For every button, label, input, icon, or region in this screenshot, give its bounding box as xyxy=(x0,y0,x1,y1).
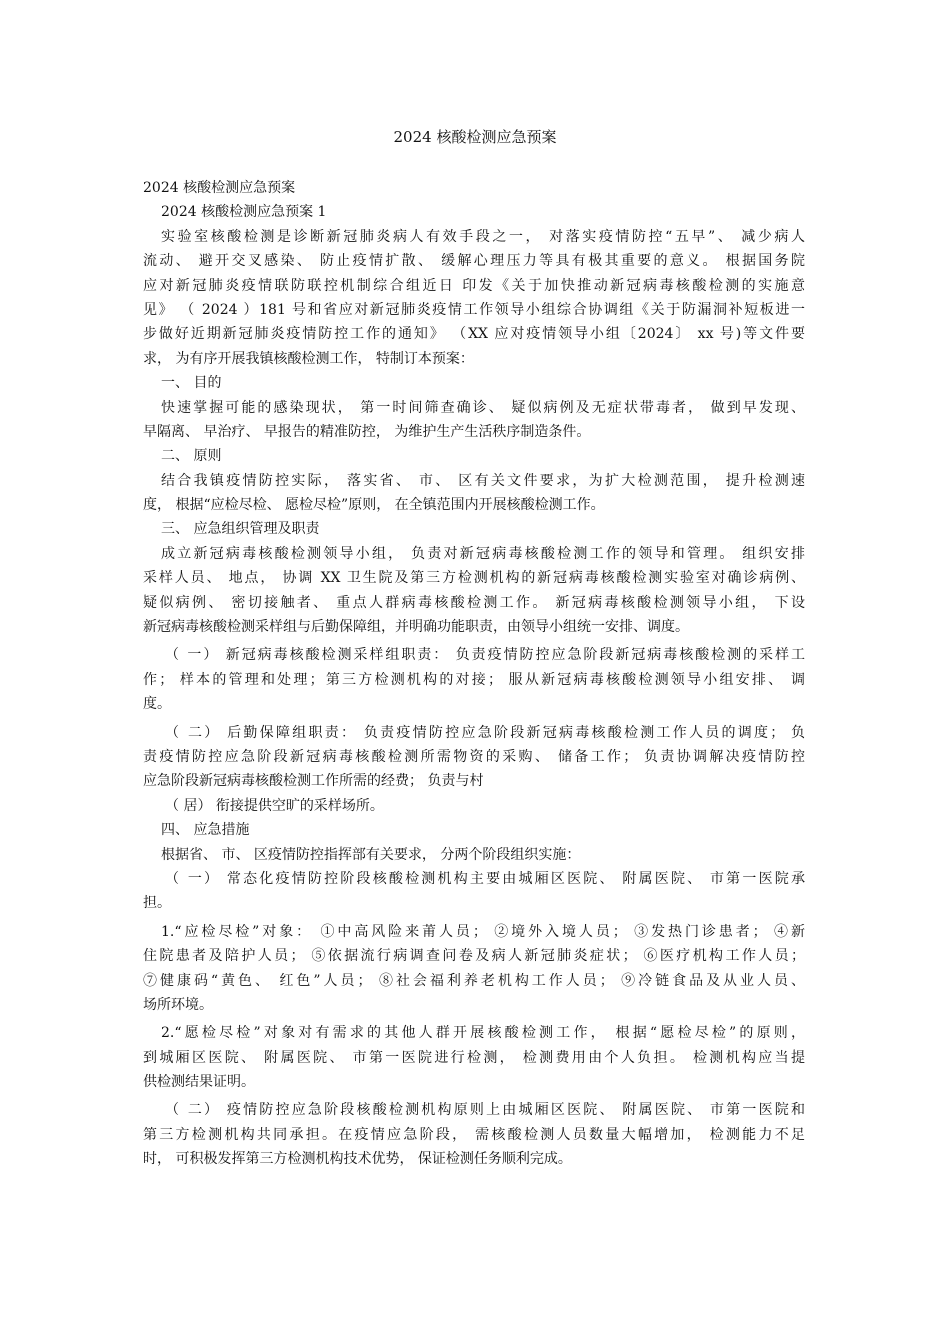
text-line: 1.“应检尽检”对象： ①中高风险来莆人员； ②境外入境人员； ③发热门诊患者； ④新 xyxy=(161,923,805,940)
text-line: 第三方检测机构共同承担。在疫情应急阶段， 需核酸检测人员数量大幅增加， 检测能力不足 xyxy=(143,1126,805,1143)
text-line: 作； 样本的管理和处理；第三方检测机构的对接； 服从新冠病毒核酸检测领导小组安排、 调 xyxy=(143,671,805,688)
text-line: 根据省、 市、 区疫情防控指挥部有关要求， 分两个阶段组织实施： xyxy=(161,846,581,863)
text-line: 应急阶段新冠病毒核酸检测工作所需的经费； 负责与村 xyxy=(143,773,484,790)
subheading-line: 2024 核酸检测应急预案 1 xyxy=(161,204,327,221)
text-line: （ 二） 后勤保障组职责： 负责疫情防控应急阶段新冠病毒核酸检测工作人员的调度； 负 xyxy=(165,724,805,741)
heading-line: 2024 核酸检测应急预案 xyxy=(143,180,296,196)
text-line: 住院患者及陪护人员； ⑤依据流行病调查问卷及病人新冠肺炎症状； ⑥医疗机构工作人员； xyxy=(143,948,805,965)
text-line: 度， 根据“应检尽检、 愿检尽检”原则， 在全镇范围内开展核酸检测工作。 xyxy=(143,497,605,514)
text-line: 供检测结果证明。 xyxy=(143,1074,255,1091)
text-line: 结合我镇疫情防控实际， 落实省、 市、 区有关文件要求，为扩大检测范围， 提升检测速 xyxy=(161,472,805,489)
text-line: 早隔离、 早治疗、 早报告的精准防控， 为维护生产生活秩序制造条件。 xyxy=(143,423,591,440)
section-heading: 三、 应急组织管理及职责 xyxy=(161,521,320,538)
section-heading: 一、 目的 xyxy=(161,375,222,392)
text-line: 求， 为有序开展我镇核酸检测工作， 特制订本预案： xyxy=(143,350,474,367)
text-line: 场所环境。 xyxy=(143,996,213,1013)
text-line: 疑似病例、 密切接触者、 重点人群病毒核酸检测工作。 新冠病毒核酸检测领导小组， 下设 xyxy=(143,594,805,611)
text-line: （ 一） 常态化疫情防控阶段核酸检测机构主要由城厢区医院、 附属医院、 市第一医院承 xyxy=(165,870,805,887)
text-line: （ 二） 疫情防控应急阶段核酸检测机构原则上由城厢区医院、 附属医院、 市第一医院和 xyxy=(165,1102,805,1119)
text-line: 2.“愿检尽检”对象对有需求的其他人群开展核酸检测工作， 根据“愿检尽检”的原则， xyxy=(161,1025,805,1042)
text-line: 步做好近期新冠肺炎疫情防控工作的通知》 （XX 应对疫情领导小组〔2024〕 xx 号)等文件要 xyxy=(143,326,805,343)
section-heading: 二、 原则 xyxy=(161,448,222,465)
text-line: （ 一） 新冠病毒核酸检测采样组职责： 负责疫情防控应急阶段新冠病毒核酸检测的采样工 xyxy=(165,647,805,664)
text-line: ⑦健康码“黄色、 红色”人员； ⑧社会福利养老机构工作人员； ⑨冷链食品及从业人员、 xyxy=(143,972,805,989)
text-line: 新冠病毒核酸检测采样组与后勤保障组，并明确功能职责，由领导小组统一安排、调度。 xyxy=(143,619,689,636)
text-line: 见》 （ 2024 ）181 号和省应对新冠肺炎疫情工作领导小组综合协调组《关于防漏洞补短板进一 xyxy=(143,301,805,318)
text-line: 成立新冠病毒核酸检测领导小组， 负责对新冠病毒核酸检测工作的领导和管理。 组织安排 xyxy=(161,545,805,562)
text-line: 责疫情防控应急阶段新冠病毒核酸检测所需物资的采购、 储备工作； 负责协调解决疫情防控 xyxy=(143,748,805,765)
text-line: 应对新冠肺炎疫情联防联控机制综合组近日 印发《关于加快推动新冠病毒核酸检测的实施意 xyxy=(143,277,805,294)
text-line: （ 居） 衔接提供空旷的采样场所。 xyxy=(165,797,384,814)
text-line: 到城厢区医院、 附属医院、 市第一医院进行检测， 检测费用由个人负担。 检测机构应当提 xyxy=(143,1049,805,1066)
page-title: 2024 核酸检测应急预案 xyxy=(393,128,557,146)
text-line: 担。 xyxy=(143,895,171,912)
text-line: 快速掌握可能的感染现状， 第一时间筛查确诊、 疑似病例及无症状带毒者， 做到早发现、 xyxy=(161,399,805,416)
document-body xyxy=(143,176,805,1172)
section-heading: 四、 应急措施 xyxy=(161,822,250,839)
text-line: 度。 xyxy=(143,696,171,713)
text-line: 实验室核酸检测是诊断新冠肺炎病人有效手段之一， 对落实疫情防控“五早”、 减少病人 xyxy=(161,228,805,245)
text-line: 采样人员、 地点， 协调 XX 卫生院及第三方检测机构的新冠病毒核酸检测实验室对确诊病例、 xyxy=(143,570,805,587)
text-line: 时， 可积极发挥第三方检测机构技术优势， 保证检测任务顺利完成。 xyxy=(143,1151,572,1168)
text-line: 流动、 避开交叉感染、 防止疫情扩散、 缓解心理压力等具有极其重要的意义。 根据国务院 xyxy=(143,253,805,270)
